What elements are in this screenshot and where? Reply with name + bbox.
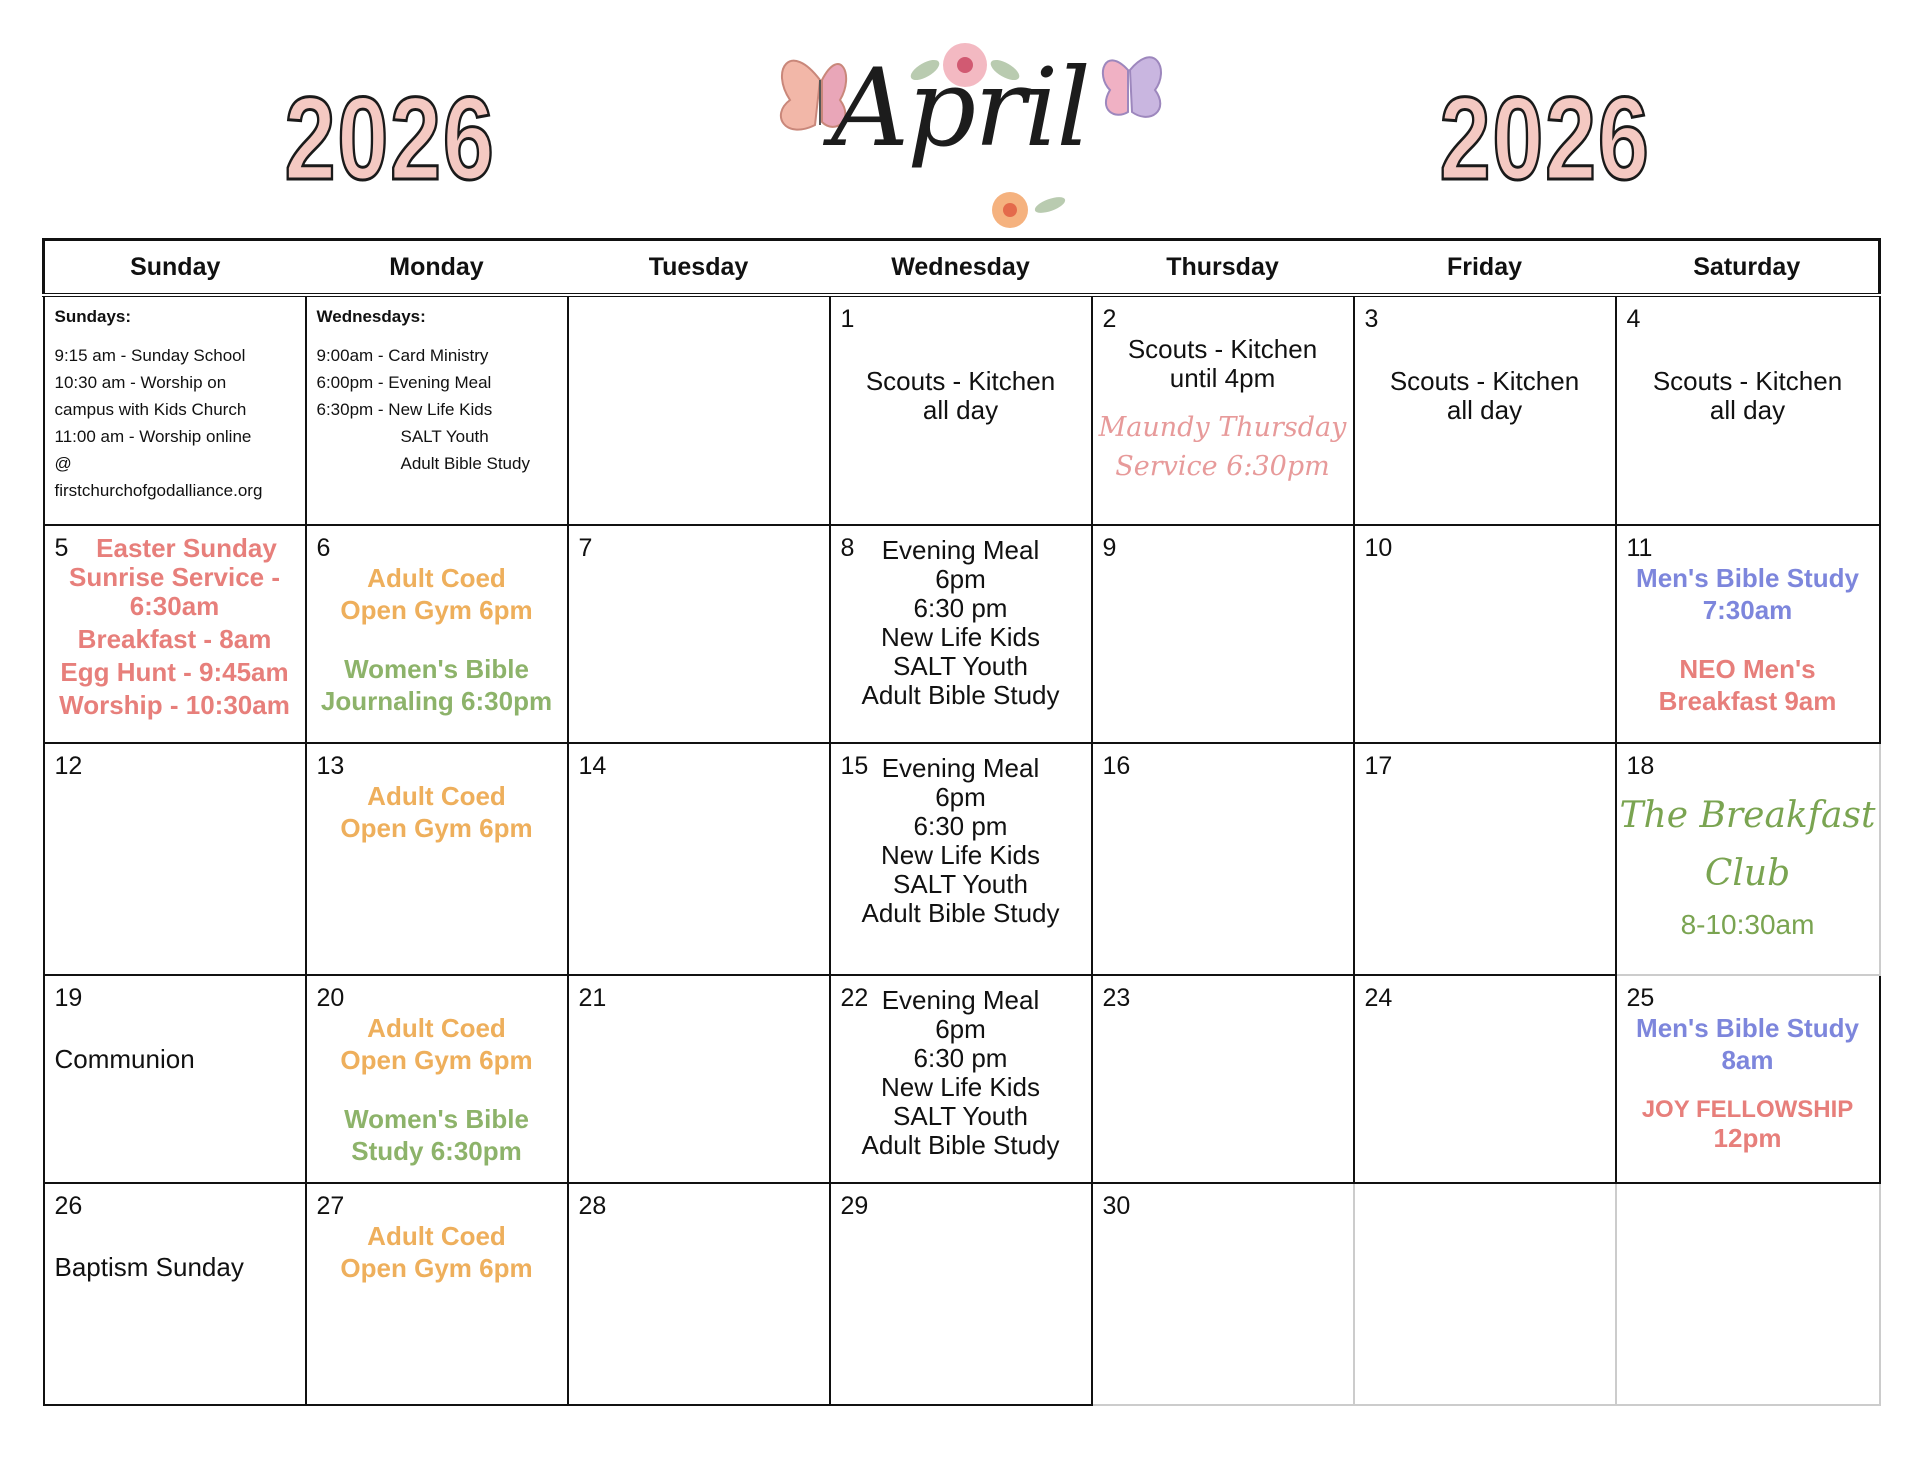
day-number: 8	[840, 534, 855, 562]
day-number: 16	[1102, 752, 1131, 780]
day-number: 12	[54, 752, 83, 780]
weekday-saturday: Saturday	[1616, 240, 1880, 296]
event-text: Adult Coed	[367, 781, 506, 811]
sundays-line: firstchurchofgodalliance.org	[54, 481, 263, 500]
sundays-line: 9:15 am - Sunday School	[54, 346, 246, 365]
day-number: 3	[1364, 305, 1379, 333]
day-cell-empty	[1616, 1183, 1880, 1405]
event-text: Scouts - Kitchen all day	[865, 366, 1056, 425]
special-event: Maundy Thursday	[1098, 412, 1347, 443]
day-cell-7[interactable]	[568, 525, 830, 743]
day-number: 10	[1364, 534, 1393, 562]
event-text: Breakfast 9am	[1658, 686, 1837, 716]
day-cell-25[interactable]	[1616, 975, 1880, 1183]
event-text: Scouts - Kitchen all day	[1652, 366, 1843, 425]
event-text: SALT Youth	[893, 869, 1028, 899]
day-number: 1	[840, 305, 855, 333]
day-cell-3[interactable]	[1354, 295, 1616, 525]
day-cell-15[interactable]	[830, 743, 1092, 975]
event-text: Club	[1704, 853, 1791, 894]
day-number: 15	[840, 752, 869, 780]
day-cell-18[interactable]	[1616, 743, 1880, 975]
event-text: Open Gym 6pm	[340, 1045, 533, 1075]
weekday-header-row	[44, 240, 1880, 296]
event-text: 6:30 pm	[913, 593, 1008, 623]
event-text: Women's Bible	[344, 654, 529, 684]
event-text: Sunrise Service -	[69, 562, 280, 592]
calendar-grid	[42, 238, 1881, 1406]
day-cell-20[interactable]	[306, 975, 568, 1183]
day-cell-9[interactable]	[1092, 525, 1354, 743]
week-row-5	[44, 1183, 1880, 1405]
day-cell-2[interactable]	[1092, 295, 1354, 525]
weekday-sunday: Sunday	[44, 240, 306, 296]
weekday-monday: Monday	[306, 240, 568, 296]
week-row-1	[44, 295, 1880, 525]
day-number: 21	[578, 984, 607, 1012]
sundays-heading: Sundays:	[54, 307, 132, 326]
day-cell-27[interactable]	[306, 1183, 568, 1405]
day-number: 11	[1626, 534, 1653, 562]
day-cell-1[interactable]	[830, 295, 1092, 525]
day-number: 22	[840, 984, 869, 1012]
day-cell-16[interactable]	[1092, 743, 1354, 975]
event-text: Adult Coed	[367, 1013, 506, 1043]
event-text: Easter Sunday	[96, 533, 277, 563]
event-text: Scouts - Kitchen all day	[1389, 366, 1580, 425]
day-number: 30	[1102, 1192, 1131, 1220]
day-number: 18	[1626, 752, 1655, 780]
day-number: 14	[578, 752, 607, 780]
event-text: 6:30am	[129, 591, 220, 621]
event-text: SALT Youth	[893, 1101, 1028, 1131]
event-text: The Breakfast	[1619, 795, 1876, 836]
event-text: Adult Coed	[367, 1221, 506, 1251]
day-cell-14[interactable]	[568, 743, 830, 975]
day-cell-10[interactable]	[1354, 525, 1616, 743]
event-text: 6pm	[935, 782, 986, 812]
year-left: 2026	[284, 73, 496, 205]
event-text: Worship - 10:30am	[59, 690, 290, 720]
event-text: Men's Bible Study	[1636, 563, 1859, 593]
day-number: 23	[1102, 984, 1131, 1012]
weekday-friday: Friday	[1354, 240, 1616, 296]
day-cell-22[interactable]	[830, 975, 1092, 1183]
flower-bottom-icon	[992, 192, 1067, 228]
year-right: 2026	[1439, 73, 1651, 205]
event-text: 6pm	[935, 564, 986, 594]
wednesdays-line: 6:30pm - New Life Kids	[316, 400, 493, 419]
event-text: New Life Kids	[881, 622, 1040, 652]
event-text: Scouts - Kitchen until 4pm	[1127, 334, 1318, 393]
day-number: 24	[1364, 984, 1393, 1012]
event-text: New Life Kids	[881, 840, 1040, 870]
day-number: 7	[578, 534, 593, 562]
wednesdays-line: 6:00pm - Evening Meal	[316, 373, 492, 392]
event-text: Baptism Sunday	[54, 1252, 244, 1282]
month-title: April	[831, 46, 1089, 171]
day-cell-6[interactable]	[306, 525, 568, 743]
day-cell-24[interactable]	[1354, 975, 1616, 1183]
day-number: 5	[54, 534, 69, 562]
event-text: 6:30 pm	[913, 811, 1008, 841]
event-text: 8-10:30am	[1680, 909, 1815, 940]
event-text: Women's Bible	[344, 1104, 529, 1134]
day-cell-29[interactable]	[830, 1183, 1092, 1405]
day-number: 6	[316, 534, 331, 562]
wednesdays-line: Adult Bible Study	[400, 454, 530, 473]
day-number: 17	[1364, 752, 1393, 780]
event-text: JOY FELLOWSHIP	[1641, 1096, 1854, 1123]
day-number: 4	[1626, 305, 1641, 333]
event-text: NEO Men's	[1679, 654, 1816, 684]
day-cell-17[interactable]	[1354, 743, 1616, 975]
day-number: 13	[316, 752, 345, 780]
day-number: 20	[316, 984, 345, 1012]
wednesdays-line: SALT Youth	[400, 427, 489, 446]
info-wednesdays-cell	[306, 295, 568, 525]
event-text: Open Gym 6pm	[340, 595, 533, 625]
day-cell-19[interactable]	[44, 975, 306, 1183]
day-number: 25	[1626, 984, 1655, 1012]
sundays-line: 10:30 am - Worship on	[54, 373, 227, 392]
week-row-4	[44, 975, 1880, 1183]
event-text: Adult Bible Study	[861, 1130, 1060, 1160]
weekday-thursday: Thursday	[1092, 240, 1354, 296]
event-text: Men's Bible Study	[1636, 1013, 1859, 1043]
event-text: 7:30am	[1702, 595, 1793, 625]
day-number: 19	[54, 984, 83, 1012]
day-cell-30[interactable]	[1092, 1183, 1354, 1405]
sundays-line: @	[54, 454, 72, 473]
day-cell-13[interactable]	[306, 743, 568, 975]
week-row-3	[44, 743, 1880, 975]
event-text: Egg Hunt - 9:45am	[60, 657, 289, 687]
sundays-line: 11:00 am - Worship online	[54, 427, 252, 446]
event-text: Breakfast - 8am	[77, 624, 272, 654]
event-text: Open Gym 6pm	[340, 1253, 533, 1283]
day-number: 2	[1102, 305, 1117, 333]
day-cell-8[interactable]	[830, 525, 1092, 743]
day-cell-empty	[1354, 1183, 1616, 1405]
event-text: Open Gym 6pm	[340, 813, 533, 843]
wednesdays-heading: Wednesdays:	[316, 307, 426, 326]
day-cell-12[interactable]	[44, 743, 306, 975]
day-number: 27	[316, 1192, 345, 1220]
event-text: Evening Meal	[881, 753, 1040, 783]
event-text: 6pm	[935, 1014, 986, 1044]
event-text: Adult Bible Study	[861, 680, 1060, 710]
day-cell-5[interactable]	[44, 525, 306, 743]
weekday-wednesday: Wednesday	[830, 240, 1092, 296]
week-row-2	[44, 525, 1880, 743]
day-cell-28[interactable]	[568, 1183, 830, 1405]
event-text: Evening Meal	[881, 535, 1040, 565]
event-text: 12pm	[1713, 1123, 1782, 1153]
day-number: 28	[578, 1192, 607, 1220]
event-text: SALT Youth	[893, 651, 1028, 681]
weekday-tuesday: Tuesday	[568, 240, 830, 296]
day-cell-11[interactable]	[1616, 525, 1880, 743]
event-text: Adult Bible Study	[861, 898, 1060, 928]
special-event: Service 6:30pm	[1115, 451, 1330, 482]
day-cell-26[interactable]	[44, 1183, 306, 1405]
event-text: 6:30 pm	[913, 1043, 1008, 1073]
wednesdays-line: 9:00am - Card Ministry	[316, 346, 489, 365]
event-text: Evening Meal	[881, 985, 1040, 1015]
event-text: Study 6:30pm	[351, 1136, 522, 1166]
day-cell-4[interactable]	[1616, 295, 1880, 525]
event-text: Communion	[54, 1044, 195, 1074]
day-number: 26	[54, 1192, 83, 1220]
day-number: 29	[840, 1192, 869, 1220]
event-text: Adult Coed	[367, 563, 506, 593]
sundays-line: campus with Kids Church	[54, 400, 247, 419]
day-number: 9	[1102, 534, 1117, 562]
info-sundays-cell	[44, 295, 306, 525]
event-text: Journaling 6:30pm	[320, 686, 553, 716]
event-text: New Life Kids	[881, 1072, 1040, 1102]
day-cell-21[interactable]	[568, 975, 830, 1183]
event-text: 8am	[1721, 1045, 1774, 1075]
day-cell-empty	[568, 295, 830, 525]
day-cell-23[interactable]	[1092, 975, 1354, 1183]
